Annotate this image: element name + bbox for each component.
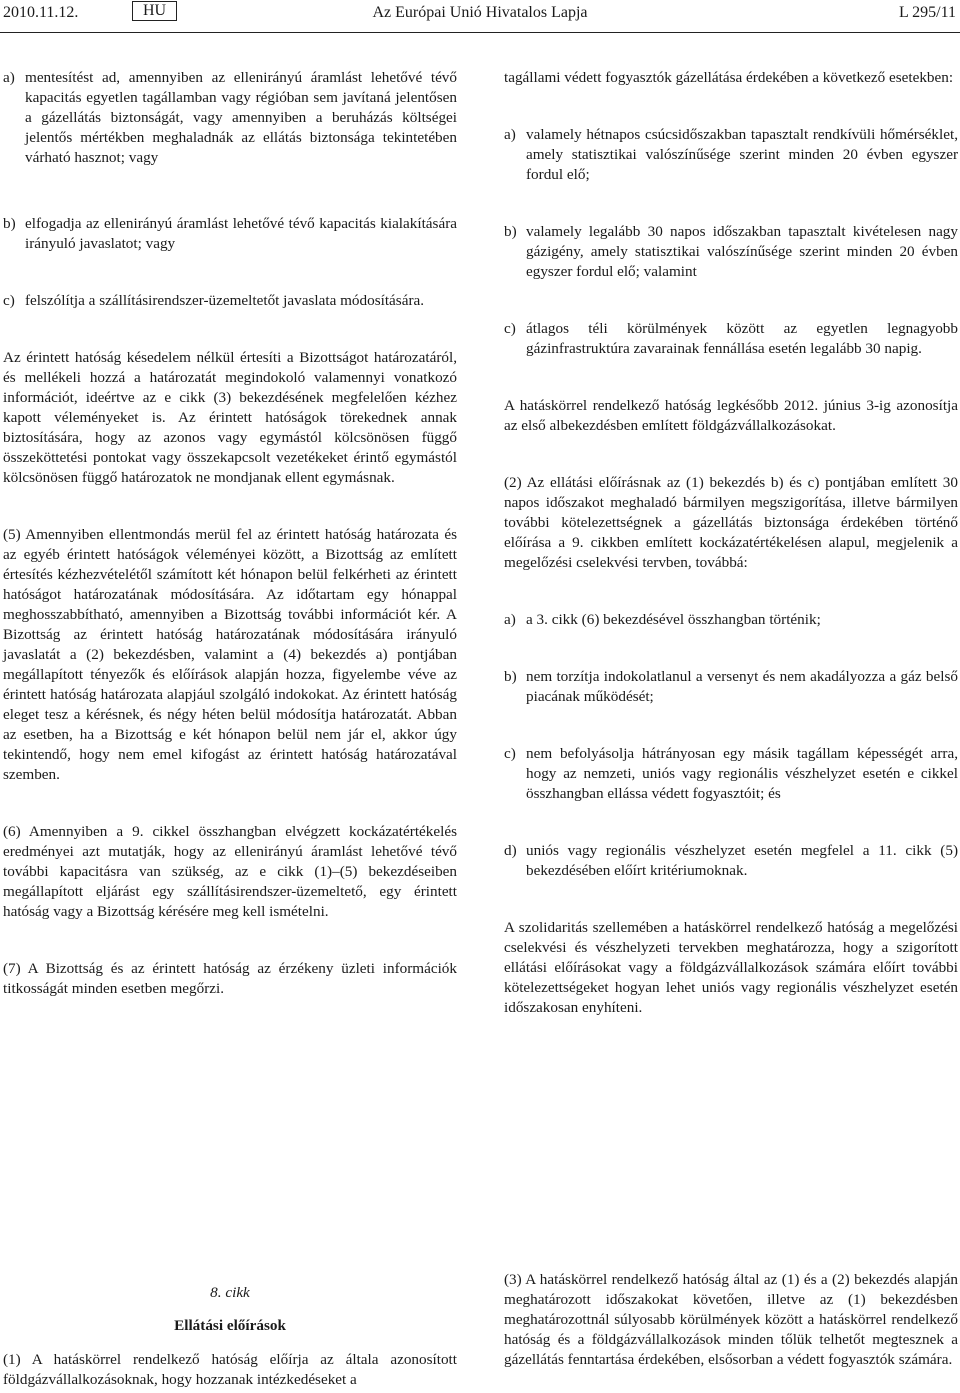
header-date: 2010.11.12. xyxy=(3,4,79,21)
item-text: valamely hétnapos csúcsidőszakban tapasztalt rendkívüli hőmérséklet, amely statisztikai valószínűsége szerint minden 20 évben egyszer fordul elő; xyxy=(526,126,958,183)
left-column xyxy=(3,68,457,999)
item-marker: a) xyxy=(504,611,516,628)
item-text: valamely legalább 30 napos időszakban tapasztalt kivételesen nagy gázigény, amely statisztikai valószínűsége szerint minden 20 évben egyszer fordul elő; valamint xyxy=(526,223,958,280)
item-text: nem befolyásolja hátrányosan egy másik tagállam képességét arra, hogy az nemzeti, uniós vagy regionális vészhelyzet esetén e cikkel összhangban ellássa védett fogyasztóit; és xyxy=(526,745,958,802)
item-marker: d) xyxy=(504,842,517,859)
sub-item-b xyxy=(504,667,958,707)
paragraph-2: (2) Az ellátási előírásnak az (1) bekezdés b) és c) pontjában említett 30 napos időszakot meghaladó bármilyen megszigorítása, illetve bármilyen további kötelezettségnek a gázellátás biztonsága érdekében történő előírása a 9. cikkben említett kockázatértékelésen alapul, megjelenik a megelőzési cselekvési tervben, továbbá: xyxy=(504,474,958,571)
header-rule xyxy=(0,32,960,33)
item-marker: b) xyxy=(504,668,517,685)
sub-item-a xyxy=(504,610,958,630)
list-item-c xyxy=(504,319,958,359)
language-badge: HU xyxy=(132,1,177,21)
item-text: mentesítést ad, amennyiben az ellenirányú áramlást lehetővé tévő kapacitás egyetlen tagállamban vagy régióban sem javítaná jelentősen a gázellátás biztonságát, vagy amennyiben a beruházás költségei jelentős mértékben meghaladnák az ellátás biztonsága tekintetében várható hasznot; vagy xyxy=(25,69,457,166)
list-item-a xyxy=(3,68,457,168)
paragraph-notification: Az érintett hatóság késedelem nélkül értesíti a Bizottságot határozatáról, és mellékeli hozzá a határozatát megindokoló valamennyi vonatkozó információt, ideértve az e cikk (3) bekezdésének megfelelően kézhez kapott véleményeket is. Az érintett hatóságok törekednek annak biztosítására, hogy az azonos vagy egymástól kölcsönösen függő összeköttetési pontokat vagy összekapcsolt vezetékeket érintő egymástól kölcsönösen függő határozatok ne mondjanak ellent egymásnak. xyxy=(3,349,457,486)
right-column xyxy=(504,68,958,1018)
item-marker: c) xyxy=(3,292,15,309)
list-item-a xyxy=(504,125,958,185)
list-item-c xyxy=(3,291,457,311)
sub-item-d xyxy=(504,841,958,881)
item-marker: c) xyxy=(504,745,516,762)
item-marker: c) xyxy=(504,320,516,337)
item-text: a 3. cikk (6) bekezdésével összhangban történik; xyxy=(526,611,821,628)
paragraph-6: (6) Amennyiben a 9. cikkel összhangban elvégzett kockázatértékelés eredményei azt mutatják, hogy az ellenirányú áramlást lehetővé tévő további kapacitásra van szükség, az e cikk (1)–(5) bekezdéseiben megállapított eljárást egy szállításirendszer-üzemeltető, egy érintett hatóság vagy a Bizottság kérésére meg kell ismételni. xyxy=(3,823,457,920)
list-item-b xyxy=(3,214,457,254)
page-number: L 295/11 xyxy=(898,4,956,21)
page-header xyxy=(0,0,960,30)
sub-item-c xyxy=(504,744,958,804)
item-text: felszólítja a szállításirendszer-üzemeltetőt javaslata módosítására. xyxy=(25,292,425,309)
paragraph-deadline: A hatáskörrel rendelkező hatóság legkésőbb 2012. június 3-ig azonosítja az első albekezdésben említett földgázvállalkozásokat. xyxy=(504,397,958,434)
paragraph-7: (7) A Bizottság és az érintett hatóság az érzékeny üzleti információk titkosságát minden esetben megőrzi. xyxy=(3,960,457,997)
article-title: Ellátási előírások xyxy=(174,1317,286,1334)
item-marker: b) xyxy=(504,223,517,240)
item-text: nem torzítja indokolatlanul a versenyt és nem akadályozza a gáz belső piacának működését; xyxy=(526,668,958,705)
item-text: uniós vagy regionális vészhelyzet esetén megfelel a 11. cikk (5) bekezdésében előírt kritériumoknak. xyxy=(526,842,958,879)
article-number: 8. cikk xyxy=(210,1284,250,1301)
paragraph-3: (3) A hatáskörrel rendelkező hatóság által az (1) és a (2) bekezdés alapján meghatározott időszakokat követően, illetve az (1) bekezdésben meghatározottnál súlyosabb körülmények között a hatáskörrel rendelkező hatóság és a földgázvállalkozások minden tőlük telhetőt megtesznek a gázellátás fenntartása érdekében, elsősorban a védett fogyasztók számára. xyxy=(504,1271,958,1368)
journal-title: Az Európai Unió Hivatalos Lapja xyxy=(372,4,588,21)
article-paragraph-1: (1) A hatáskörrel rendelkező hatóság előírja az általa azonosított földgázvállalkozásoknak, hogy hozzanak intézkedéseket a xyxy=(3,1351,457,1388)
item-marker: b) xyxy=(3,215,16,232)
paragraph-intro: tagállami védett fogyasztók gázellátása érdekében a következő esetekben: xyxy=(504,69,954,86)
item-text: átlagos téli körülmények között az egyetlen legnagyobb gázinfrastruktúra zavarainak fennállása esetén legalább 30 napig. xyxy=(526,320,958,357)
item-marker: a) xyxy=(504,126,516,143)
item-marker: a) xyxy=(3,69,15,86)
item-text: elfogadja az ellenirányú áramlást lehetővé tévő kapacitás kialakítására irányuló javaslatot; vagy xyxy=(25,215,457,252)
paragraph-solidarity: A szolidaritás szellemében a hatáskörrel rendelkező hatóság a megelőzési cselekvési és vészhelyzeti tervekben meghatározza, hogy a szigorított ellátási előírásokat vagy a földgázvállalkozások számára előírt további kötelezettségeket hogyan lehet uniós vagy regionális vészhelyzet esetén időszakosan enyhíteni. xyxy=(504,919,958,1016)
paragraph-5: (5) Amennyiben ellentmondás merül fel az érintett hatóság határozata és az egyéb érintett hatóságok véleményei között, a Bizottság az említett értesítés kézhezvételétől számított két hónapon belül felkérheti az érintett hatóságot határozatának módosítására. Az időtartam egy hónappal meghosszabbítható, amennyiben a Bizottság további információt kér. A Bizottság az érintett hatóság határozatának módosítására irányuló javaslatát a (2) bekezdésben, valamint a (4) bekezdés a) pontjában megállapított tényezők és előírások alapján hozza, figyelembe véve az érintett hatóság határozata alapjául szolgáló indokokat. Az érintett hatóság eleget tesz a kérésnek, és négy héten belül módosítja határozatát. Abban az esetben, ha a Bizottság e két hónapon belül nem jár el, akkor úgy tekintendő, hogy nem emel kifogást az érintett hatóság határozatával szemben. xyxy=(3,526,457,783)
list-item-b xyxy=(504,222,958,282)
